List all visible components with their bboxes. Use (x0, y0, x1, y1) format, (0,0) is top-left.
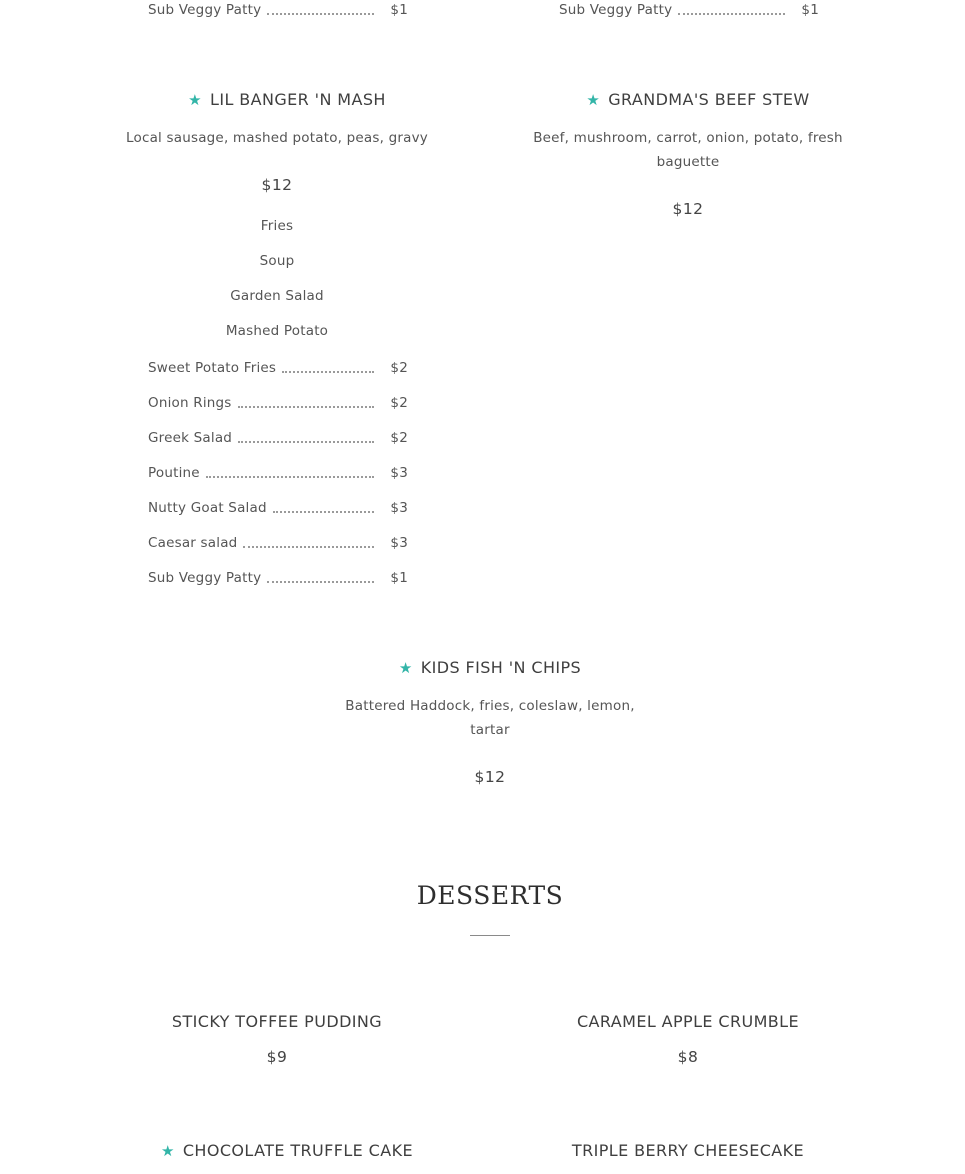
addon-row (148, 428, 408, 448)
addon-price: $3 (390, 535, 408, 551)
leader-dots (243, 546, 374, 548)
dessert-item-chocolate (77, 1141, 497, 1160)
dessert-title: TRIPLE BERRY CHEESECAKE (571, 1141, 805, 1160)
addon-label: Poutine (148, 465, 200, 481)
item-description: Beef, mushroom, carrot, onion, potato, fresh (533, 130, 843, 146)
item-price: $12 (261, 176, 293, 194)
side-option: Soup (259, 253, 295, 269)
addon-label: Caesar salad (148, 535, 238, 551)
star-icon: ★ (188, 91, 203, 109)
section-title: DESSERTS (416, 881, 564, 910)
menu-item-lil-banger (77, 90, 497, 109)
addon-price: $1 (801, 2, 819, 18)
menu-item-fish-chips (280, 658, 700, 677)
item-description: tartar (470, 722, 510, 738)
side-option: Fries (260, 218, 294, 234)
leader-dots (238, 441, 374, 443)
dessert-price: $9 (266, 1048, 288, 1066)
addon-price: $2 (390, 360, 408, 376)
addon-label: Sub Veggy Patty (148, 2, 262, 18)
addon-row (148, 498, 408, 518)
star-icon: ★ (160, 1142, 175, 1160)
addon-row (148, 393, 408, 413)
addon-row (559, 0, 819, 20)
addon-label: Sub Veggy Patty (559, 2, 673, 18)
leader-dots (267, 581, 374, 583)
item-title (488, 90, 908, 109)
leader-dots (206, 476, 374, 478)
addon-row (148, 0, 408, 20)
item-title (77, 90, 497, 109)
item-title-text: GRANDMA'S BEEF STEW (608, 90, 810, 109)
item-title (280, 658, 700, 677)
menu-item-beef-stew (488, 90, 908, 109)
item-description: Battered Haddock, fries, coleslaw, lemon, (345, 698, 635, 714)
star-icon: ★ (586, 91, 601, 109)
addon-label: Sub Veggy Patty (148, 570, 262, 586)
addon-label: Sweet Potato Fries (148, 360, 277, 376)
dessert-title: CARAMEL APPLE CRUMBLE (576, 1012, 799, 1031)
item-title (77, 1141, 497, 1160)
addon-row (148, 533, 408, 553)
item-description: Local sausage, mashed potato, peas, gravy (126, 130, 428, 146)
side-option: Mashed Potato (225, 323, 329, 339)
dessert-title: CHOCOLATE TRUFFLE CAKE (182, 1141, 413, 1160)
item-price: $12 (672, 200, 704, 218)
leader-dots (678, 13, 785, 15)
addon-label: Onion Rings (148, 395, 232, 411)
star-icon: ★ (398, 659, 413, 677)
side-option: Garden Salad (230, 288, 324, 304)
addon-row (148, 463, 408, 483)
section-divider (470, 935, 510, 936)
leader-dots (282, 371, 374, 373)
leader-dots (267, 13, 374, 15)
dessert-title: STICKY TOFFEE PUDDING (171, 1012, 383, 1031)
item-price: $12 (474, 768, 506, 786)
leader-dots (238, 406, 374, 408)
dessert-price: $8 (677, 1048, 699, 1066)
leader-dots (273, 511, 374, 513)
addon-row (148, 568, 408, 588)
addon-price: $2 (390, 395, 408, 411)
addon-row (148, 358, 408, 378)
addon-price: $3 (390, 465, 408, 481)
addon-label: Greek Salad (148, 430, 233, 446)
item-title-text: KIDS FISH 'N CHIPS (420, 658, 582, 677)
addon-price: $1 (390, 570, 408, 586)
addon-price: $3 (390, 500, 408, 516)
item-description: baguette (656, 154, 720, 170)
addon-price: $2 (390, 430, 408, 446)
item-title-text: LIL BANGER 'N MASH (210, 90, 386, 109)
addon-price: $1 (390, 2, 408, 18)
addon-label: Nutty Goat Salad (148, 500, 267, 516)
